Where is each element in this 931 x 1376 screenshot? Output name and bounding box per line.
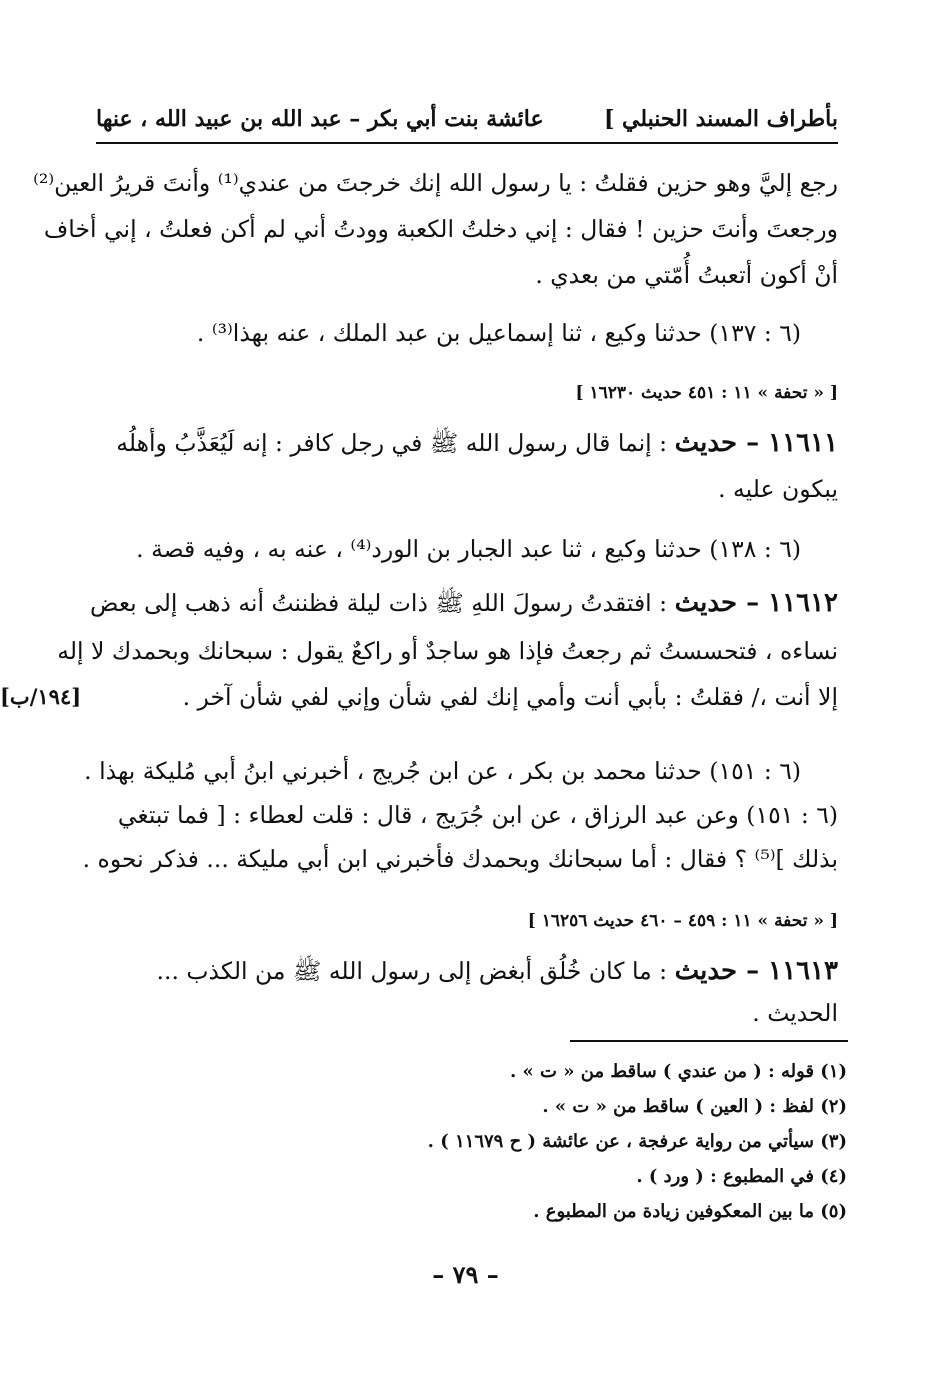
- header-section-title: عائشة بنت أبي بكر – عبد الله بن عبيد الله ، عنها: [96, 106, 544, 132]
- tuhfa-reference: [ « تحفة » ١١ : ٤٥١ حديث ١٦٢٣٠ ]: [575, 383, 838, 403]
- manuscript-folio-marker: [١٩٤/ب]: [0, 684, 82, 709]
- footnote: (٣) سيأتي من رواية عرفجة ، عن عائشة ( ح ١١٦٧٩ ) .: [427, 1131, 847, 1152]
- text-line: الحديث .: [752, 999, 838, 1027]
- isnad-line: (٦ : ١٣٧) حدثنا وكيع ، ثنا إسماعيل بن عبد الملك ، عنه بهذا⁽³⁾ .: [196, 319, 801, 347]
- hadith-text: : إنما قال رسول الله ﷺ في رجل كافر : إنه لَيُعَذَّبُ وأهلُه: [116, 429, 668, 457]
- hadith-text: : ما كان خُلُق أبغض إلى رسول الله ﷺ من الكذب ...: [156, 957, 668, 985]
- hadith-11613: [157, 956, 838, 986]
- text-line: نساءه ، فتحسستُ ثم رجعتُ فإذا هو ساجدٌ أو راكعٌ يقول : سبحانك وبحمدك لا إله: [57, 637, 838, 665]
- isnad-line: (٦ : ١٣٨) حدثنا وكيع ، ثنا عبد الجبار بن الورد⁽⁴⁾ ، عنه به ، وفيه قصة .: [136, 535, 801, 563]
- text-line: أنْ أكون أتعبتُ أُمّتي من بعدي .: [535, 261, 838, 289]
- tuhfa-reference: [ « تحفة » ١١ : ٤٥٩ – ٤٦٠ حديث ١٦٢٥٦ ]: [527, 911, 838, 931]
- hadith-11612: [90, 588, 838, 618]
- text-line: رجع إليَّ وهو حزين فقلتُ : يا رسول الله إنك خرجتَ من عندي⁽¹⁾ وأنتَ قريرُ العين⁽²⁾: [33, 169, 838, 197]
- text-line: بذلك ]⁽⁵⁾ ؟ فقال : أما سبحانك وبحمدك فأخبرني ابن أبي مليكة ... فذكر نحوه .: [82, 845, 838, 873]
- hadith-text: : افتقدتُ رسولَ اللهِ ﷺ ذات ليلة فظننتُ أنه ذهب إلى بعض: [90, 589, 668, 617]
- text-line: يبكون عليه .: [718, 475, 838, 503]
- isnad-line: (٦ : ١٥١) حدثنا محمد بن بكر ، عن ابن جُريج ، أخبرني ابنُ أبي مُليكة بهذا .: [84, 757, 801, 785]
- footnote: (٢) لفظ : ( العين ) ساقط من « ت » .: [542, 1096, 847, 1117]
- hadith-number: ١١٦١١ – حديث: [674, 428, 838, 458]
- running-header: [96, 102, 838, 144]
- hadith-number: ١١٦١٢ – حديث: [674, 588, 838, 618]
- footnote: (١) قوله : ( من عندي ) ساقط من « ت » .: [510, 1061, 847, 1082]
- footnote: (٥) ما بين المعكوفين زيادة من المطبوع .: [533, 1201, 847, 1222]
- footnote: (٤) في المطبوع : ( ورد ) .: [636, 1166, 847, 1187]
- hadith-11611: [116, 428, 838, 458]
- text-line: (٦ : ١٥١) وعن عبد الرزاق ، عن ابن جُرَيج ، قال : قلت لعطاء : [ فما تبتغي: [117, 801, 838, 829]
- header-book-title: بأطراف المسند الحنبلي ]: [603, 106, 838, 132]
- hadith-number: ١١٦١٣ – حديث: [674, 956, 838, 986]
- page-number: – ٧٩ –: [432, 1260, 499, 1289]
- text-line: ورجعتَ وأنتَ حزين ! فقال : إني دخلتُ الكعبة وودتُ أني لم أكن فعلتُ ، إني أخاف: [43, 215, 838, 243]
- footnote-separator: [570, 1040, 848, 1042]
- text-line: إلا أنت ،/ فقلتُ : بأبي أنت وأمي إنك لفي شأن وإني لفي شأن آخر .: [182, 683, 838, 711]
